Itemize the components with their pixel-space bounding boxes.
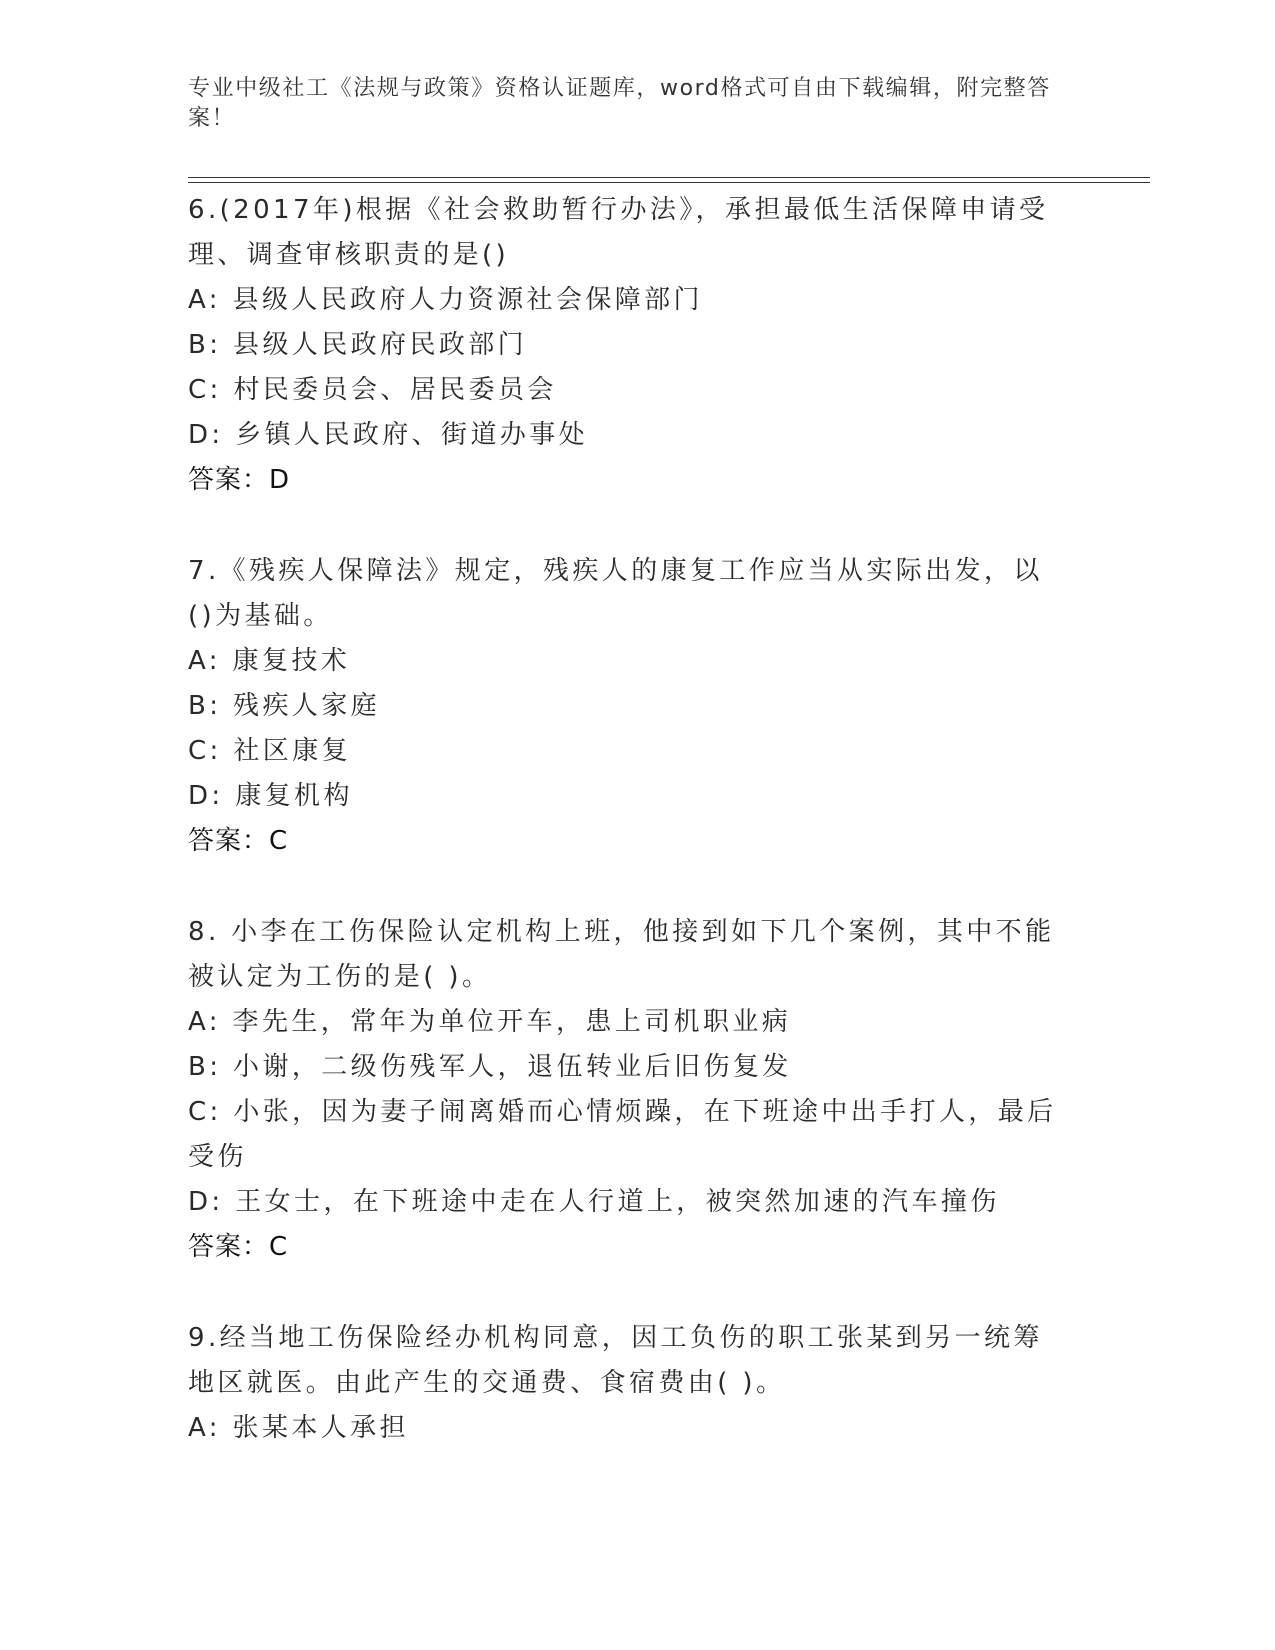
option-c: C: 村民委员会、居民委员会 bbox=[188, 375, 557, 405]
question-text: 9.经当地工伤保险经办机构同意，因工负伤的职工张某到另一统筹地区就医。由此产生的交通费、食宿费由( )。 bbox=[188, 1323, 1043, 1398]
question-9 bbox=[188, 1316, 1068, 1451]
question-6 bbox=[188, 188, 1068, 503]
option-d: D: 王女士，在下班途中走在人行道上，被突然加速的汽车撞伤 bbox=[188, 1187, 1000, 1217]
header-divider-top bbox=[188, 177, 1150, 178]
question-8 bbox=[188, 910, 1068, 1270]
answer-line: 答案：C bbox=[188, 826, 289, 856]
option-c: C: 社区康复 bbox=[188, 736, 351, 766]
document-header: 专业中级社工《法规与政策》资格认证题库，word格式可自由下载编辑，附完整答案！ bbox=[188, 76, 1051, 131]
header-divider-bottom bbox=[188, 182, 1150, 183]
option-a: A: 县级人民政府人力资源社会保障部门 bbox=[188, 285, 703, 315]
answer-line: 答案：D bbox=[188, 465, 291, 495]
option-b: B: 残疾人家庭 bbox=[188, 691, 381, 721]
question-text: 7.《残疾人保障法》规定，残疾人的康复工作应当从实际出发，以()为基础。 bbox=[188, 556, 1043, 631]
option-b: B: 县级人民政府民政部门 bbox=[188, 330, 528, 360]
option-d: D: 康复机构 bbox=[188, 781, 353, 811]
option-d: D: 乡镇人民政府、街道办事处 bbox=[188, 420, 589, 450]
option-a: A: 康复技术 bbox=[188, 646, 351, 676]
question-text: 6.(2017年)根据《社会救助暂行办法》，承担最低生活保障申请受理、调查审核职责的是() bbox=[188, 195, 1049, 270]
question-list bbox=[188, 188, 1068, 1497]
answer-line: 答案：C bbox=[188, 1232, 289, 1262]
question-text: 8. 小李在工伤保险认定机构上班，他接到如下几个案例，其中不能被认定为工伤的是( )。 bbox=[188, 917, 1055, 992]
option-c: C: 小张，因为妻子闹离婚而心情烦躁，在下班途中出手打人，最后受伤 bbox=[188, 1097, 1057, 1172]
option-b: B: 小谢，二级伤残军人，退伍转业后旧伤复发 bbox=[188, 1052, 792, 1082]
option-a: A: 李先生，常年为单位开车，患上司机职业病 bbox=[188, 1007, 792, 1037]
question-7 bbox=[188, 549, 1068, 864]
option-a: A: 张某本人承担 bbox=[188, 1413, 409, 1443]
